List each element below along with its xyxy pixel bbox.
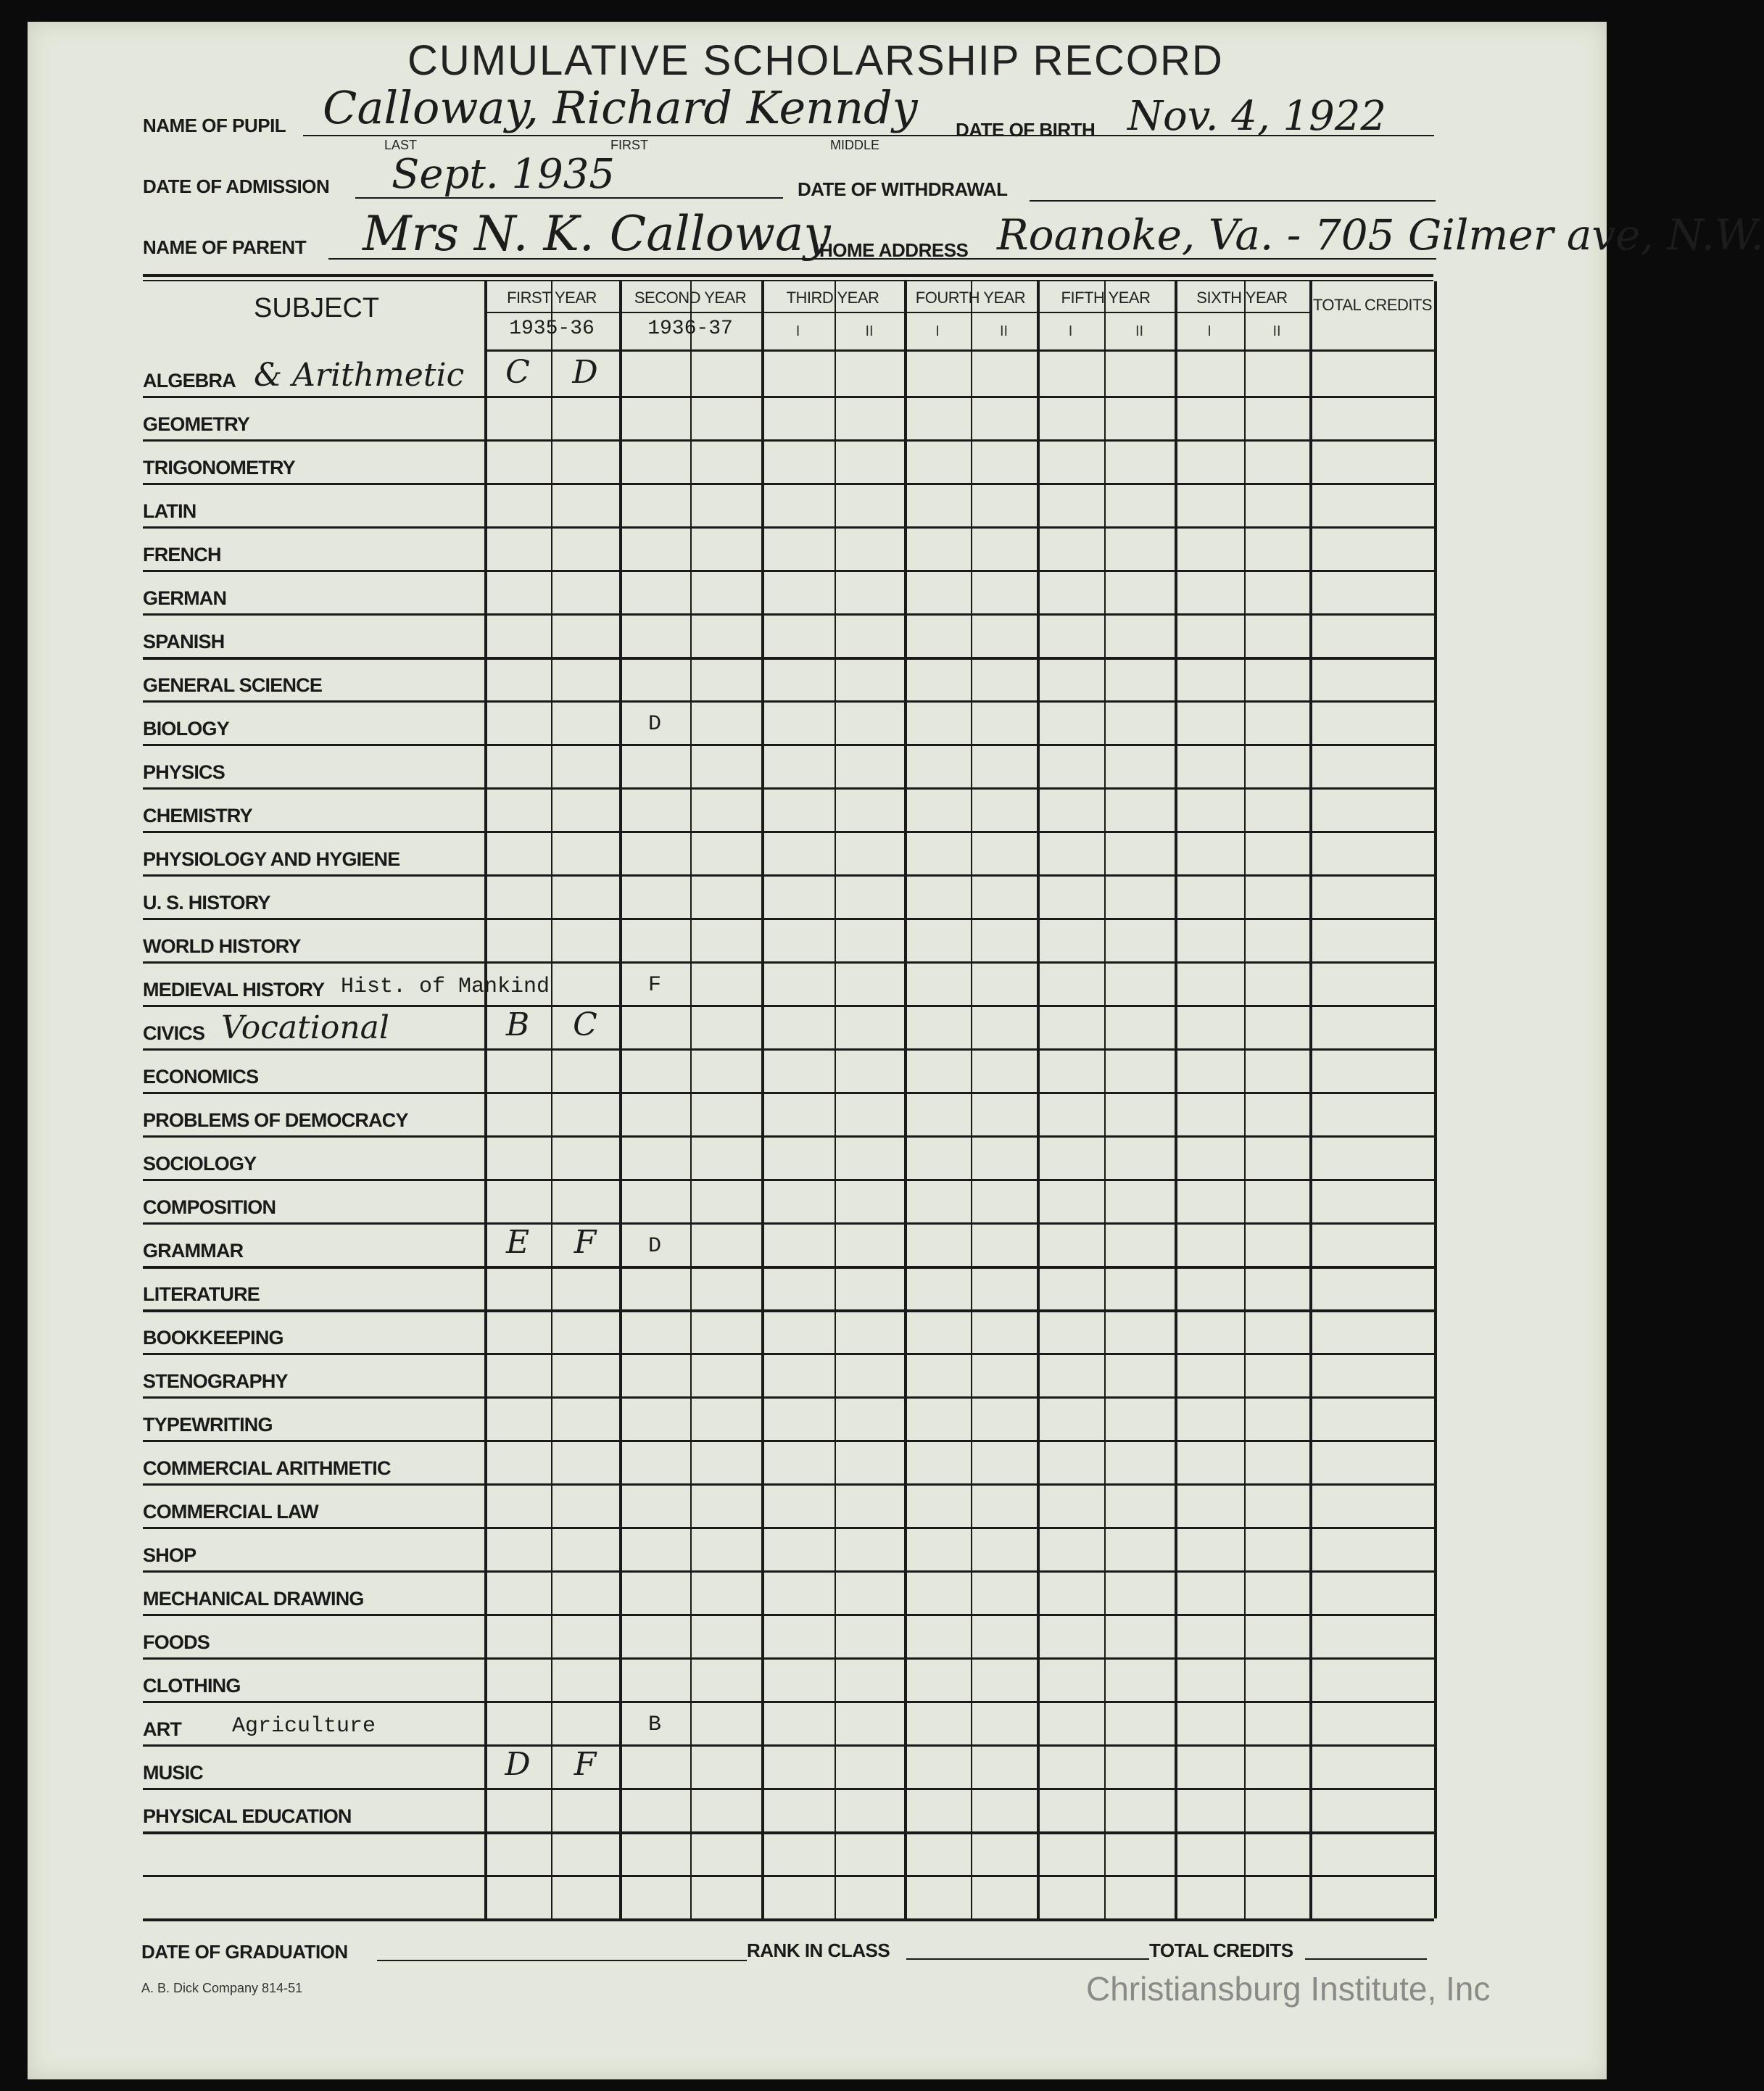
row-rule (143, 1179, 1434, 1181)
subject-label: FOODS (143, 1631, 210, 1653)
row-rule (143, 831, 1434, 833)
year-header-rule (484, 312, 1309, 313)
subject-label: FRENCH (143, 544, 221, 566)
row-rule (143, 1570, 1434, 1573)
row-rule (143, 918, 1434, 920)
withdrawal-date-label: DATE OF WITHDRAWAL (798, 178, 1008, 200)
semester-label: I (1068, 323, 1073, 339)
subject-label: SHOP (143, 1544, 196, 1566)
subject-label: GRAMMAR (143, 1240, 244, 1262)
grade-cell: D (647, 712, 661, 737)
first-sublabel: FIRST (610, 138, 648, 152)
subject-label: BIOLOGY (143, 718, 229, 740)
semester-label: II (1272, 323, 1281, 339)
year-session: 1935-36 (509, 318, 595, 340)
pupil-name-label: NAME OF PUPIL (143, 115, 286, 136)
semester-label: I (935, 323, 940, 339)
total-credits-label: TOTAL CREDITS (1149, 1939, 1293, 1961)
row-rule (143, 700, 1434, 703)
subject-note: Hist. of Mankind (341, 974, 550, 999)
admission-date-value: Sept. 1935 (392, 151, 615, 198)
semester-label: II (999, 323, 1009, 339)
subject-label: MUSIC (143, 1762, 203, 1784)
subject-label: PROBLEMS OF DEMOCRACY (143, 1109, 408, 1131)
subject-note: Vocational (221, 1009, 389, 1046)
graduation-date-line (377, 1960, 747, 1961)
subject-label: CHEMISTRY (143, 805, 252, 827)
year-header: SECOND YEAR (634, 289, 747, 307)
home-address-value: Roanoke, Va. - 705 Gilmer ave, N.W. (997, 210, 1764, 260)
semester-label: II (865, 323, 874, 339)
subject-note: Agriculture (232, 1714, 376, 1739)
date-of-birth-label: DATE OF BIRTH (956, 119, 1096, 141)
graduation-date-label: DATE OF GRADUATION (141, 1941, 348, 1963)
row-rule (143, 1135, 1434, 1138)
subject-label: GEOMETRY (143, 413, 250, 435)
subject-label: MECHANICAL DRAWING (143, 1588, 364, 1610)
form-title: CUMULATIVE SCHOLARSHIP RECORD (407, 37, 1224, 84)
row-rule (143, 1353, 1434, 1355)
home-address-label: HOME ADDRESS (819, 239, 969, 261)
parent-name-label: NAME OF PARENT (143, 236, 307, 258)
grade-cell: D (647, 1234, 661, 1259)
grade-cell: D (572, 354, 598, 391)
grade-cell: D (505, 1746, 531, 1783)
row-rule (143, 1614, 1434, 1616)
grade-cell: F (647, 973, 661, 998)
grade-cell: B (647, 1713, 661, 1737)
subject-label: CIVICS (143, 1022, 205, 1044)
semester-label: II (1135, 323, 1144, 339)
row-rule (143, 1092, 1434, 1094)
total-credits-header: TOTAL CREDITS (1312, 296, 1433, 314)
row-rule (143, 1918, 1434, 1921)
row-rule (143, 1875, 1434, 1877)
subject-label: PHYSIOLOGY AND HYGIENE (143, 848, 400, 870)
subject-label: SPANISH (143, 631, 225, 653)
row-rule (143, 1527, 1434, 1529)
table-top-rule-thin (143, 280, 1433, 281)
subject-label: ALGEBRA (143, 370, 236, 392)
subject-label: LITERATURE (143, 1283, 260, 1305)
subject-label: COMMERCIAL ARITHMETIC (143, 1457, 391, 1479)
row-rule (143, 526, 1434, 529)
subject-label: STENOGRAPHY (143, 1370, 288, 1392)
row-rule (143, 1005, 1434, 1007)
year-header: FIFTH YEAR (1061, 289, 1151, 307)
grade-cell: F (573, 1746, 597, 1783)
subject-label: CLOTHING (143, 1675, 241, 1697)
subject-note: & Arithmetic (254, 357, 465, 394)
subject-label: U. S. HISTORY (143, 892, 270, 914)
grade-cell: B (505, 1006, 530, 1043)
subject-label: PHYSICAL EDUCATION (143, 1805, 352, 1827)
subject-label: ECONOMICS (143, 1066, 259, 1088)
rank-in-class-line (906, 1958, 1149, 1960)
row-rule (143, 874, 1434, 877)
column-rule (1434, 281, 1437, 1918)
year-header: THIRD YEAR (786, 289, 879, 307)
row-rule (143, 1266, 1434, 1269)
semester-label: I (1207, 323, 1212, 339)
rank-in-class-label: RANK IN CLASS (747, 1939, 890, 1961)
year-header: SIXTH YEAR (1196, 289, 1288, 307)
year-header: FOURTH YEAR (915, 289, 1026, 307)
subject-label: SOCIOLOGY (143, 1153, 257, 1175)
row-rule (143, 483, 1434, 485)
row-rule (143, 1440, 1434, 1442)
row-rule (143, 744, 1434, 746)
row-rule (143, 1788, 1434, 1790)
middle-sublabel: MIDDLE (830, 138, 880, 152)
grade-cell: E (505, 1224, 530, 1261)
row-rule (143, 961, 1434, 964)
row-rule (143, 1657, 1434, 1660)
last-sublabel: LAST (384, 138, 418, 152)
subject-label: GERMAN (143, 587, 227, 609)
year-session: 1936-37 (647, 318, 733, 340)
grade-cell: C (573, 1006, 597, 1043)
date-of-birth-value: Nov. 4, 1922 (1127, 93, 1387, 140)
row-rule (143, 1744, 1434, 1747)
row-rule (143, 657, 1434, 660)
subject-label: LATIN (143, 500, 196, 522)
subject-label: MEDIEVAL HISTORY (143, 979, 325, 1001)
row-rule (143, 613, 1434, 616)
subject-label: COMPOSITION (143, 1196, 276, 1218)
subject-header: SUBJECT (254, 293, 380, 323)
subject-label: WORLD HISTORY (143, 935, 301, 957)
row-rule (143, 1701, 1434, 1703)
semester-label: I (795, 323, 800, 339)
subject-label: COMMERCIAL LAW (143, 1501, 318, 1523)
subject-label: TRIGONOMETRY (143, 457, 295, 479)
total-credits-line (1305, 1958, 1427, 1960)
row-rule (143, 1396, 1434, 1399)
admission-date-label: DATE OF ADMISSION (143, 175, 330, 197)
row-rule (143, 1309, 1434, 1312)
grade-cell: F (573, 1224, 597, 1261)
table-top-rule (143, 274, 1433, 277)
row-rule (143, 1222, 1434, 1225)
parent-name-value: Mrs N. K. Calloway (363, 206, 831, 262)
header-bottom-rule (484, 349, 1434, 352)
withdrawal-date-line (1030, 200, 1436, 202)
row-rule (143, 787, 1434, 790)
pupil-name-value: Calloway, Richard Kenndy (323, 81, 918, 134)
subject-label: ART (143, 1718, 182, 1740)
watermark: Christiansburg Institute, Inc (1086, 1970, 1491, 2008)
row-rule (143, 396, 1434, 398)
row-rule (143, 1831, 1434, 1834)
subject-label: PHYSICS (143, 761, 225, 783)
subject-label: BOOKKEEPING (143, 1327, 283, 1349)
subject-label: GENERAL SCIENCE (143, 674, 323, 696)
printer-mark: A. B. Dick Company 814-51 (141, 1981, 303, 1995)
grade-cell: C (505, 354, 530, 391)
row-rule (143, 1483, 1434, 1486)
row-rule (143, 439, 1434, 442)
year-header: FIRST YEAR (507, 289, 597, 307)
row-rule (143, 570, 1434, 572)
subject-label: TYPEWRITING (143, 1414, 273, 1436)
row-rule (143, 1048, 1434, 1051)
